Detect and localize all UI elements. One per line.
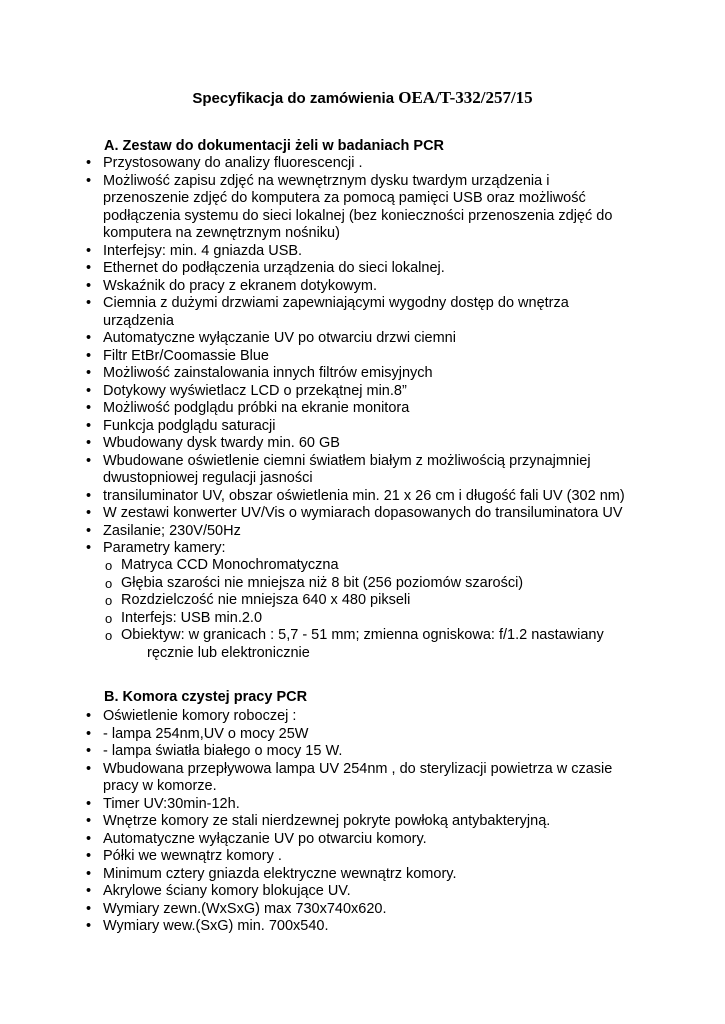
list-item xyxy=(0,540,633,558)
list-item: • Ethernet do podłączenia urządzenia do sieci lokalnej. xyxy=(0,260,633,278)
camera-params-label: Parametry kamery: xyxy=(103,540,226,556)
list-item: • Wymiary wew.(SxG) min. 700x540. xyxy=(0,918,633,936)
camera-param: o Głębia szarości nie mniejsza niż 8 bit (256 poziomów szarości) xyxy=(0,575,641,593)
camera-param: o Interfejs: USB min.2.0 xyxy=(0,610,641,628)
camera-param-lens-cont: ręcznie lub elektronicznie xyxy=(147,644,310,661)
list-item: • - lampa 254nm,UV o mocy 25W xyxy=(0,726,633,744)
list-item: • Oświetlenie komory roboczej : xyxy=(0,708,633,726)
list-item: • Wnętrze komory ze stali nierdzewnej pokryte powłoką antybakteryjną. xyxy=(0,813,633,831)
list-item: • transiluminator UV, obszar oświetlenia min. 21 x 26 cm i długość fali UV (302 nm) xyxy=(0,488,643,506)
section-b-list xyxy=(0,708,633,936)
list-item: • Wskaźnik do pracy z ekranem dotykowym. xyxy=(0,278,633,296)
list-item: • Wbudowana przepływowa lampa UV 254nm , do sterylizacji powietrza w czasie pracy w komorze. xyxy=(0,761,633,796)
list-item: • Interfejsy: min. 4 gniazda USB. xyxy=(0,243,633,261)
list-item: • Filtr EtBr/Coomassie Blue xyxy=(0,348,633,366)
order-code: OEA/T-332/257/15 xyxy=(398,88,533,107)
list-item: • Wbudowane oświetlenie ciemni światłem białym z możliwością przynajmniej dwustopniowej regulacji jasności xyxy=(0,453,633,488)
title-prefix: Specyfikacja do zamówienia xyxy=(192,90,399,107)
camera-param: o Matryca CCD Monochromatyczna xyxy=(0,557,641,575)
camera-param xyxy=(0,627,641,662)
list-item: • Wymiary zewn.(WxSxG) max 730x740x620. xyxy=(0,901,633,919)
list-item: • Możliwość podglądu próbki na ekranie monitora xyxy=(0,400,633,418)
list-item: • Wbudowany dysk twardy min. 60 GB xyxy=(0,435,633,453)
camera-param: o Rozdzielczość nie mniejsza 640 x 480 pikseli xyxy=(0,592,641,610)
section-a-list xyxy=(0,155,643,558)
section-a-heading: A. Zestaw do dokumentacji żeli w badaniach PCR xyxy=(104,138,445,154)
document-title xyxy=(0,87,725,110)
camera-params-list xyxy=(0,557,641,662)
list-item: • - lampa światła białego o mocy 15 W. xyxy=(0,743,633,761)
list-item: • Funkcja podglądu saturacji xyxy=(0,418,633,436)
list-item: • Ciemnia z dużymi drzwiami zapewniającymi wygodny dostęp do wnętrza urządzenia xyxy=(0,295,633,330)
list-item: • Półki we wewnątrz komory . xyxy=(0,848,633,866)
list-item: • Automatyczne wyłączanie UV po otwarciu drzwi ciemni xyxy=(0,330,633,348)
list-item: • Możliwość zapisu zdjęć na wewnętrznym dysku twardym urządzenia i przenoszenie zdjęć do komputera za pomocą pamięci USB oraz możliwość podłączenia systemu do sieci lokalnej (bez konieczności przenoszenia zdjęć do komputera na zewnętrznym nośniku) xyxy=(0,173,633,243)
list-item: • Timer UV:30min-12h. xyxy=(0,796,633,814)
list-item: • Akrylowe ściany komory blokujące UV. xyxy=(0,883,633,901)
list-item: • Możliwość zainstalowania innych filtrów emisyjnych xyxy=(0,365,633,383)
list-item: • W zestawi konwerter UV/Vis o wymiarach dopasowanych do transiluminatora UV xyxy=(0,505,633,523)
section-b-heading: B. Komora czystej pracy PCR xyxy=(104,689,308,705)
list-item: • Zasilanie; 230V/50Hz xyxy=(0,523,633,541)
list-item: • Minimum cztery gniazda elektryczne wewnątrz komory. xyxy=(0,866,633,884)
list-item: • Automatyczne wyłączanie UV po otwarciu komory. xyxy=(0,831,633,849)
camera-param-lens: Obiektyw: w granicach : 5,7 - 51 mm; zmienna ogniskowa: f/1.2 nastawiany xyxy=(121,627,604,643)
list-item: • Przystosowany do analizy fluorescencji . xyxy=(0,155,633,173)
list-item: • Dotykowy wyświetlacz LCD o przekątnej min.8” xyxy=(0,383,633,401)
